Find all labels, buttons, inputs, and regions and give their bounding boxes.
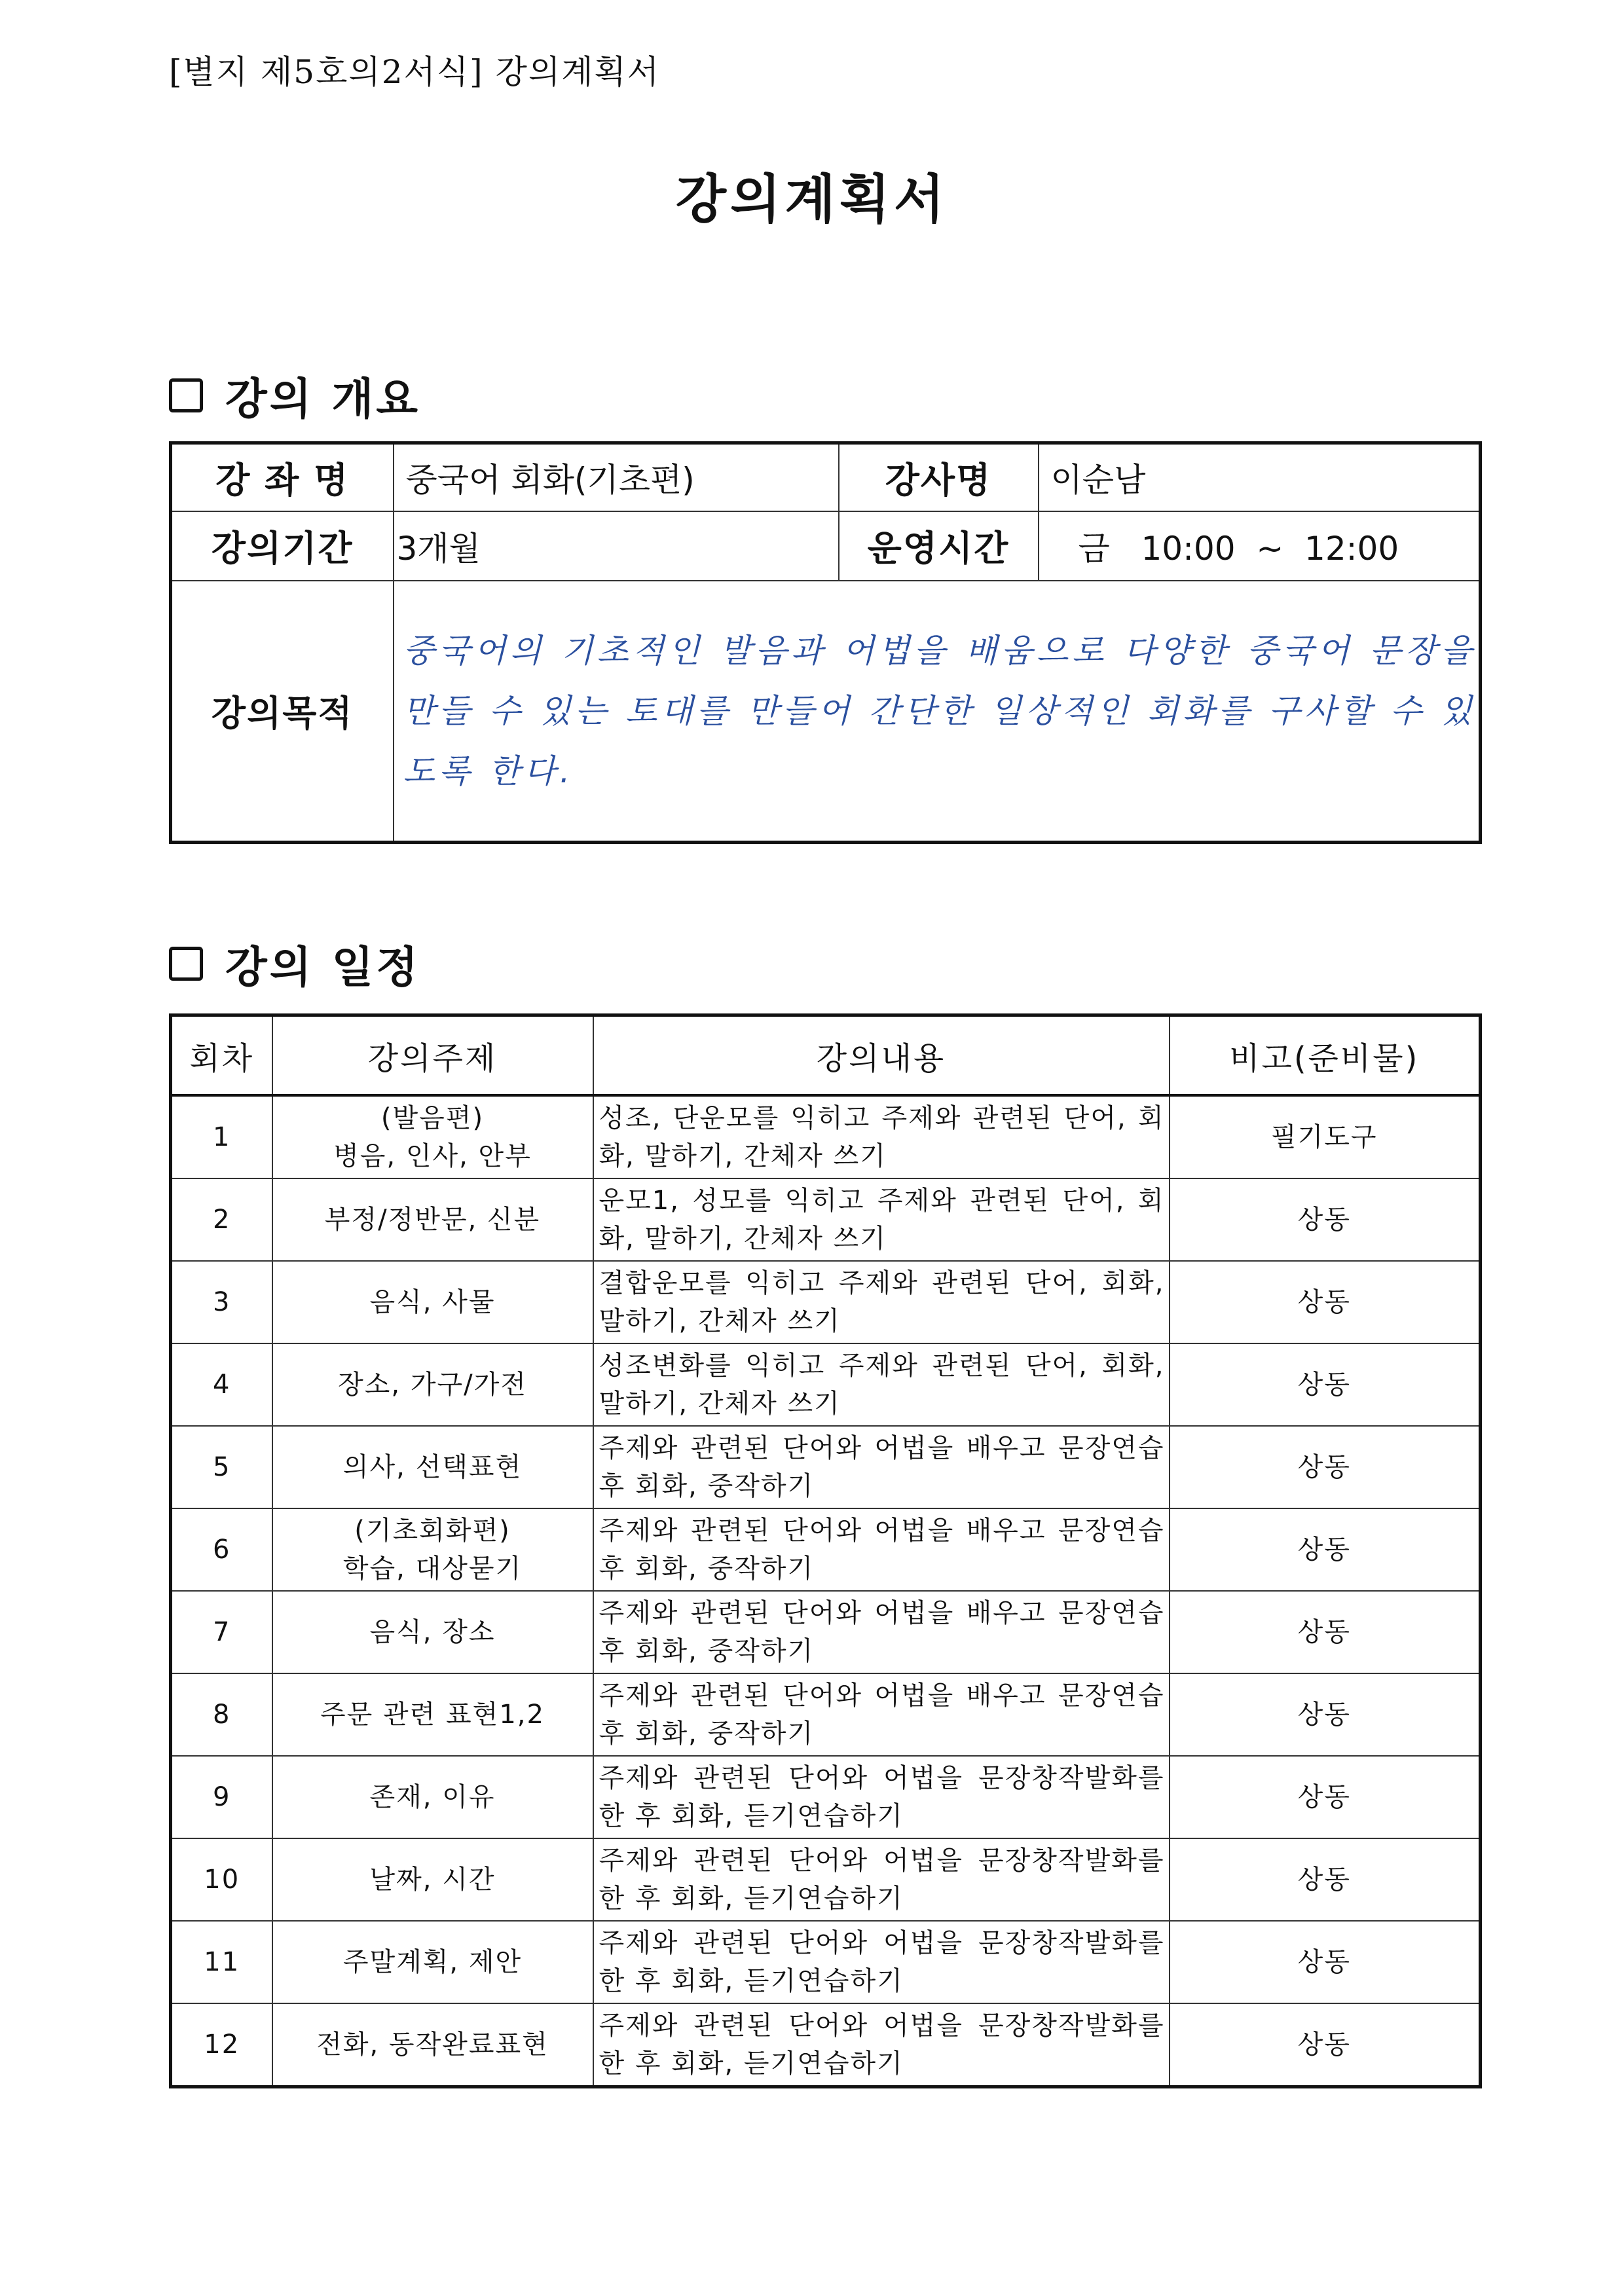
session-topic: 날짜, 시간 bbox=[272, 1838, 593, 1921]
session-note: 상동 bbox=[1170, 2003, 1481, 2087]
session-note: 상동 bbox=[1170, 1756, 1481, 1838]
session-content: 주제와 관련된 단어와 어법을 문장창작발화를 한 후 회화, 듣기연습하기 bbox=[593, 2003, 1170, 2087]
session-topic: 주문 관련 표현1,2 bbox=[272, 1673, 593, 1756]
session-content: 주제와 관련된 단어와 어법을 배우고 문장연습 후 회화, 중작하기 bbox=[593, 1508, 1170, 1591]
section-overview-title: 강의 개요 bbox=[225, 373, 421, 424]
session-note: 상동 bbox=[1170, 1178, 1481, 1261]
session-content: 운모1, 성모를 익히고 주제와 관련된 단어, 회화, 말하기, 간체자 쓰기 bbox=[593, 1178, 1170, 1261]
course-name-value: 중국어 회화(기초편) bbox=[394, 443, 839, 511]
table-row bbox=[171, 2003, 1481, 2087]
section-overview-heading bbox=[169, 364, 420, 426]
session-content: 주제와 관련된 단어와 어법을 배우고 문장연습 후 회화, 중작하기 bbox=[593, 1591, 1170, 1673]
session-note: 상동 bbox=[1170, 1261, 1481, 1343]
overview-table bbox=[169, 441, 1482, 844]
table-row bbox=[171, 1426, 1481, 1508]
session-topic: 전화, 동작완료표현 bbox=[272, 2003, 593, 2087]
session-note: 상동 bbox=[1170, 1508, 1481, 1591]
session-content: 주제와 관련된 단어와 어법을 문장창작발화를 한 후 회화, 듣기연습하기 bbox=[593, 1756, 1170, 1838]
header-session: 회차 bbox=[171, 1015, 272, 1096]
session-topic: 음식, 사물 bbox=[272, 1261, 593, 1343]
schedule-table bbox=[169, 1013, 1482, 2088]
session-topic: 의사, 선택표현 bbox=[272, 1426, 593, 1508]
session-content: 주제와 관련된 단어와 어법을 문장창작발화를 한 후 회화, 듣기연습하기 bbox=[593, 1921, 1170, 2003]
table-row bbox=[171, 1838, 1481, 1921]
session-number: 3 bbox=[171, 1261, 272, 1343]
period-label: 강의기간 bbox=[171, 511, 394, 581]
session-content: 주제와 관련된 단어와 어법을 문장창작발화를 한 후 회화, 듣기연습하기 bbox=[593, 1838, 1170, 1921]
session-number: 11 bbox=[171, 1921, 272, 2003]
session-topic: 존재, 이유 bbox=[272, 1756, 593, 1838]
time-label: 운영시간 bbox=[839, 511, 1039, 581]
session-number: 12 bbox=[171, 2003, 272, 2087]
session-topic: (발음편) 병음, 인사, 안부 bbox=[272, 1095, 593, 1178]
session-content: 주제와 관련된 단어와 어법을 배우고 문장연습 후 회화, 중작하기 bbox=[593, 1673, 1170, 1756]
session-topic: 부정/정반문, 신분 bbox=[272, 1178, 593, 1261]
table-row bbox=[171, 1343, 1481, 1426]
course-name-label: 강 좌 명 bbox=[171, 443, 394, 511]
session-content: 성조변화를 익히고 주제와 관련된 단어, 회화, 말하기, 간체자 쓰기 bbox=[593, 1343, 1170, 1426]
session-note: 필기도구 bbox=[1170, 1095, 1481, 1178]
session-number: 7 bbox=[171, 1591, 272, 1673]
session-topic: (기초회화편) 학습, 대상묻기 bbox=[272, 1508, 593, 1591]
session-number: 6 bbox=[171, 1508, 272, 1591]
table-row bbox=[171, 1673, 1481, 1756]
session-topic: 음식, 장소 bbox=[272, 1591, 593, 1673]
session-number: 2 bbox=[171, 1178, 272, 1261]
header-topic: 강의주제 bbox=[272, 1015, 593, 1096]
section-schedule-heading bbox=[169, 932, 420, 994]
instructor-value: 이순남 bbox=[1039, 443, 1481, 511]
instructor-label: 강사명 bbox=[839, 443, 1039, 511]
session-number: 5 bbox=[171, 1426, 272, 1508]
header-note: 비고(준비물) bbox=[1170, 1015, 1481, 1096]
session-note: 상동 bbox=[1170, 1591, 1481, 1673]
table-row bbox=[171, 1756, 1481, 1838]
session-content: 주제와 관련된 단어와 어법을 배우고 문장연습 후 회화, 중작하기 bbox=[593, 1426, 1170, 1508]
session-note: 상동 bbox=[1170, 1673, 1481, 1756]
session-topic: 주말계획, 제안 bbox=[272, 1921, 593, 2003]
form-label: [별지 제5호의2서식] 강의계획서 bbox=[169, 53, 661, 91]
session-number: 1 bbox=[171, 1095, 272, 1178]
session-number: 9 bbox=[171, 1756, 272, 1838]
session-number: 4 bbox=[171, 1343, 272, 1426]
period-value: 3개월 bbox=[394, 511, 839, 581]
session-note: 상동 bbox=[1170, 1426, 1481, 1508]
checkbox-icon bbox=[169, 947, 203, 981]
purpose-label: 강의목적 bbox=[171, 581, 394, 843]
session-number: 10 bbox=[171, 1838, 272, 1921]
table-row bbox=[171, 1178, 1481, 1261]
session-topic: 장소, 가구/가전 bbox=[272, 1343, 593, 1426]
table-row bbox=[171, 1261, 1481, 1343]
table-row bbox=[171, 1095, 1481, 1178]
session-content: 성조, 단운모를 익히고 주제와 관련된 단어, 회화, 말하기, 간체자 쓰기 bbox=[593, 1095, 1170, 1178]
table-row bbox=[171, 1508, 1481, 1591]
session-content: 결합운모를 익히고 주제와 관련된 단어, 회화, 말하기, 간체자 쓰기 bbox=[593, 1261, 1170, 1343]
session-number: 8 bbox=[171, 1673, 272, 1756]
time-value: 금 10:00 ~ 12:00 bbox=[1039, 511, 1481, 581]
table-row bbox=[171, 1921, 1481, 2003]
purpose-text: 중국어의 기초적인 발음과 어법을 배움으로 다양한 중국어 문장을 만들 수 있는 토대를 만들어 간단한 일상적인 회화를 구사할 수 있도록 한다. bbox=[394, 581, 1481, 843]
section-schedule-title: 강의 일정 bbox=[225, 941, 421, 993]
session-note: 상동 bbox=[1170, 1921, 1481, 2003]
checkbox-icon bbox=[169, 378, 203, 412]
document-title: 강의계획서 bbox=[675, 168, 949, 230]
header-content: 강의내용 bbox=[593, 1015, 1170, 1096]
table-row bbox=[171, 1591, 1481, 1673]
session-note: 상동 bbox=[1170, 1343, 1481, 1426]
session-note: 상동 bbox=[1170, 1838, 1481, 1921]
